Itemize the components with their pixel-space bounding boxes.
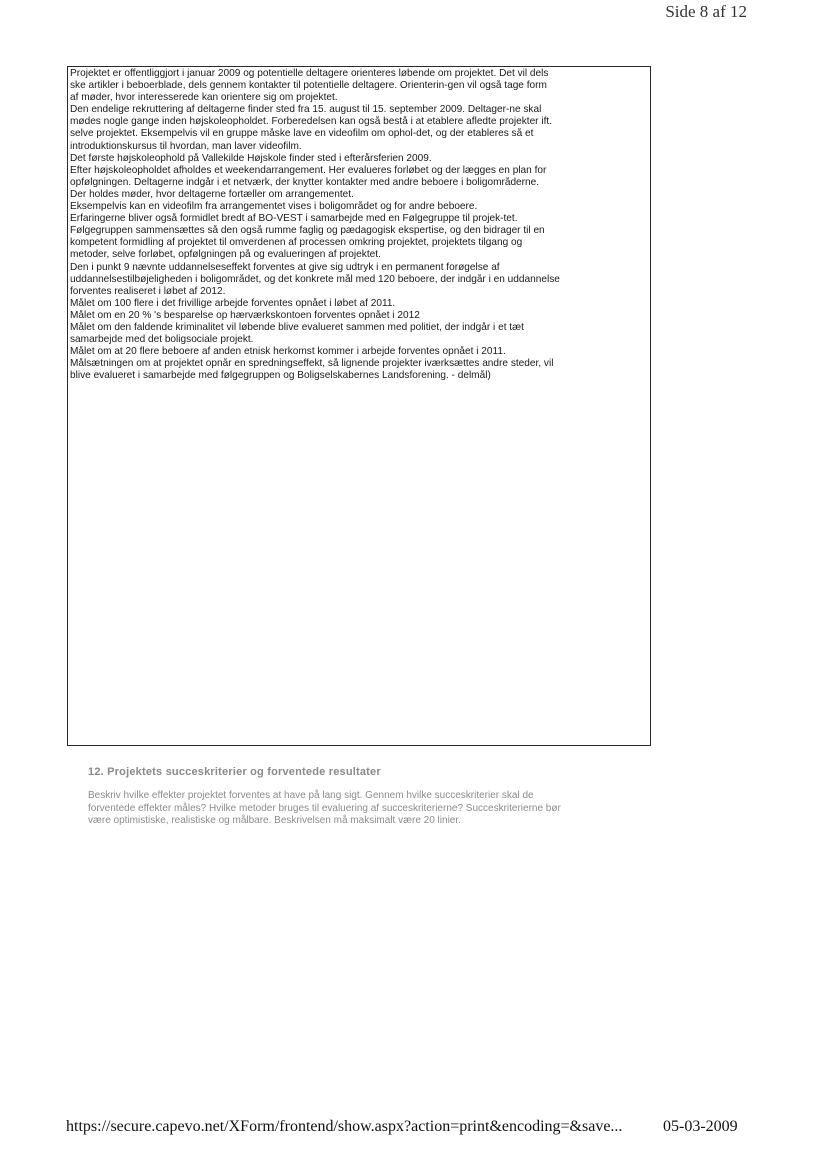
text-line: uddannelsestilbøjeligheden i boligområdet, og det konkrete mål med 120 beboere, der indgår i en uddannelse xyxy=(70,273,560,285)
text-line: Målsætningen om at projektet opnår en spredningseffekt, så lignende projekter iværksættes andre steder, vil xyxy=(70,358,554,370)
text-line: Efter højskoleopholdet afholdes et weekendarrangement. Her evalueres forløbet og der lægges en plan for xyxy=(70,164,547,176)
footer-url: https://secure.capevo.net/XForm/frontend/show.aspx?action=print&encoding=&save... xyxy=(66,1118,623,1135)
text-line: blive evalueret i samarbejde med følgegruppen og Boligselskabernes Landsforening. - delmål) xyxy=(70,370,491,382)
description-line: Beskriv hvilke effekter projektet forventes at have på lang sigt. Gennem hvilke succeskriterier skal de xyxy=(88,790,534,801)
text-line: Målet om en 20 % 's besparelse op hærværkskontoen forventes opnået i 2012 xyxy=(70,309,420,321)
description-line: være optimistiske, realistiske og målbare. Beskrivelsen må maksimalt være 20 linier. xyxy=(88,815,461,826)
text-line: mødes nogle gange inden højskoleopholdet. Forberedelsen kan også bestå i at etablere afledte projekter ift. xyxy=(70,116,553,128)
text-line: opfølgningen. Deltagerne indgår i et netværk, der knytter kontakter med andre beboere i boligområderne. xyxy=(70,176,540,188)
text-line: samarbejde med det boligsociale projekt. xyxy=(70,334,254,346)
text-line: selve projektet. Eksempelvis vil en gruppe måske lave en videofilm om ophol-det, og der etableres så et xyxy=(70,128,534,140)
text-line: Den i punkt 9 nævnte uddannelseseffekt forventes at give sig udtryk i en permanent forøgelse af xyxy=(70,261,500,273)
text-line: af møder, hvor interesserede kan orientere sig om projektet. xyxy=(70,92,338,104)
text-line: ske artikler i beboerblade, dels gennem kontakter til potentielle deltagere. Orienterin-gen vil også tage form xyxy=(70,80,547,92)
footer-date: 05-03-2009 xyxy=(663,1118,738,1135)
description-line: forventede effekter måles? Hvilke metoder bruges til evaluering af succeskriterierne? Succeskriterierne bør xyxy=(88,802,561,814)
project-description-textbox xyxy=(67,66,651,746)
text-line: Følgegruppen sammensættes så den også rumme faglig og pædagogisk ekspertise, og den bidrager til en xyxy=(70,225,545,237)
text-line: Målet om at 20 flere beboere af anden etnisk herkomst kommer i arbejde forventes opnået i 2011. xyxy=(70,346,506,358)
text-line: kompetent formidling af projektet til omverdenen af processen omkring projektet, projektets tilgang og xyxy=(70,237,523,249)
text-line: forventes realiseret i løbet af 2012. xyxy=(70,285,226,297)
text-line: Målet om den faldende kriminalitet vil løbende blive evalueret sammen med politiet, der indgår i et tæt xyxy=(70,321,524,333)
text-line: Eksempelvis kan en videofilm fra arrangementet vises i boligområdet og for andre beboere. xyxy=(70,201,478,213)
text-line: Der holdes møder, hvor deltagerne fortæller om arrangementet. xyxy=(70,188,354,200)
text-line: Erfaringerne bliver også formidlet bredt af BO-VEST i samarbejde med en Følgegruppe til projek-tet. xyxy=(70,213,518,225)
text-line: Målet om 100 flere i det frivillige arbejde forventes opnået i løbet af 2011. xyxy=(70,297,396,309)
text-line: Den endelige rekruttering af deltagerne finder sted fra 15. august til 15. september 2009. Deltager-ne skal xyxy=(70,104,542,116)
text-line: metoder, selve forløbet, opfølgningen på og evalueringen af projektet. xyxy=(70,249,381,261)
text-line: Projektet er offentliggjort i januar 2009 og potentielle deltagere orienteres løbende om projektet. Det vil dels xyxy=(70,68,549,79)
section-heading: 12. Projektets succeskriterier og forventede resultater xyxy=(88,766,381,778)
text-line: introduktionskursus til hvordan, man laver videofilm. xyxy=(70,140,302,152)
section-description xyxy=(88,790,648,828)
page-number: Side 8 af 12 xyxy=(665,2,747,21)
text-line: Det første højskoleophold på Vallekilde Højskole finder sted i efterårsferien 2009. xyxy=(70,152,432,164)
